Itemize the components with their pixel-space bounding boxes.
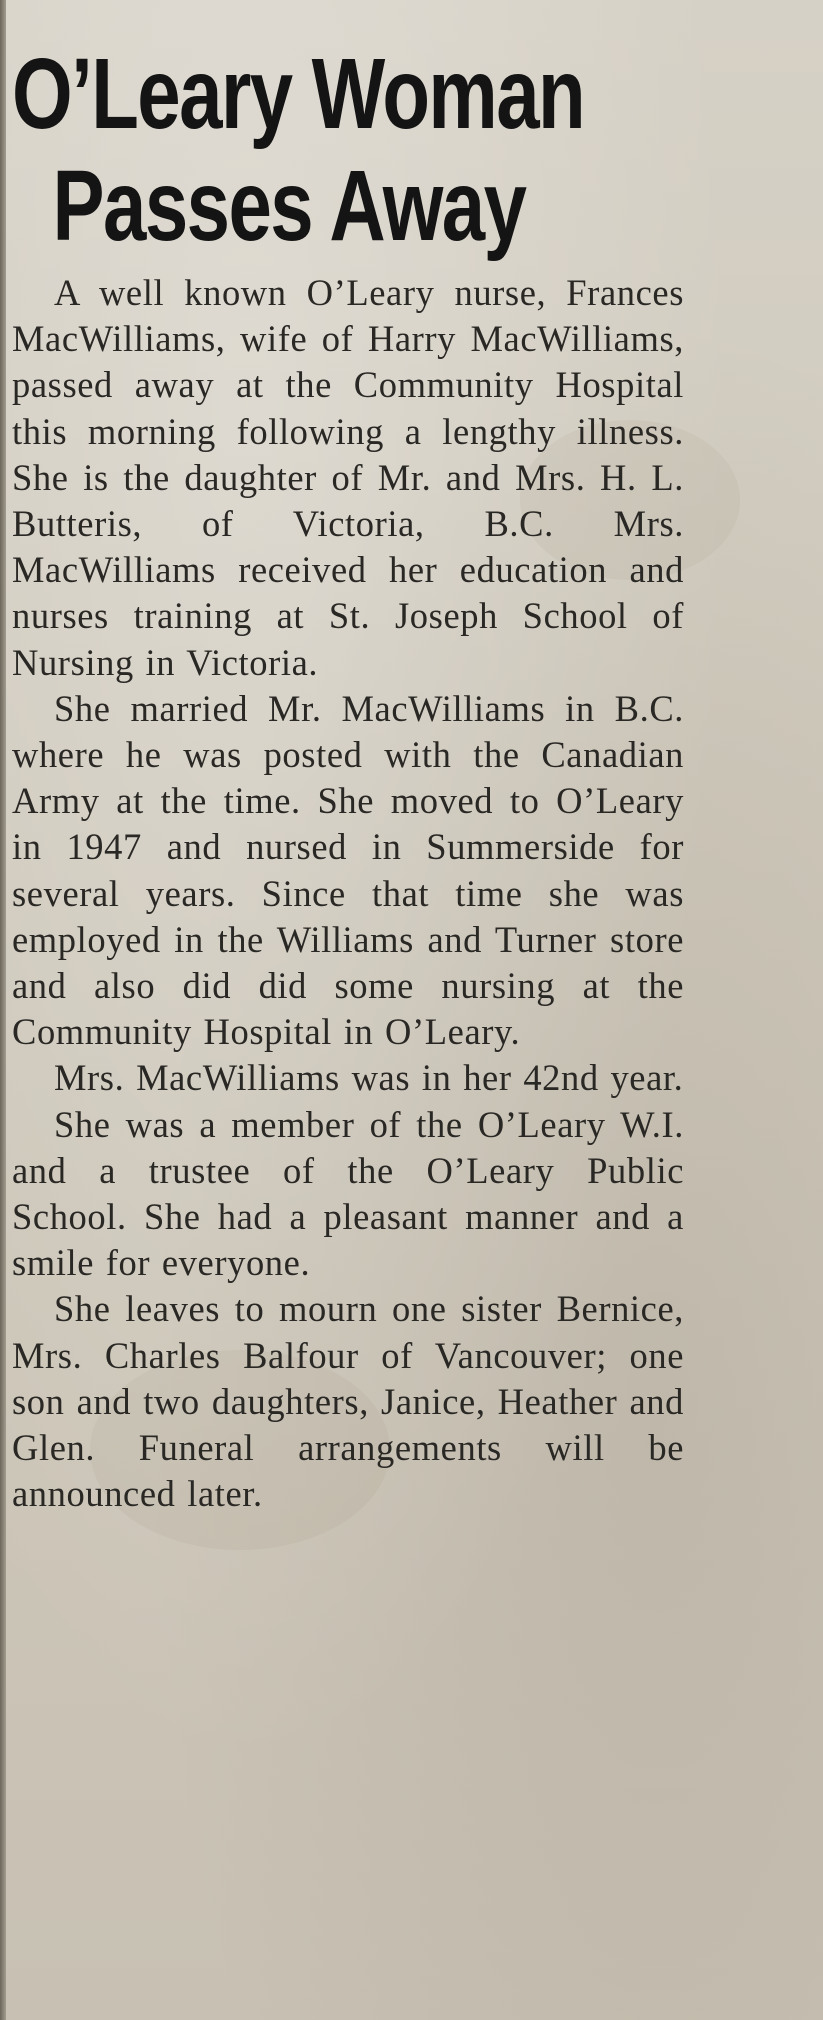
paragraph-4: She was a member of the O’Leary W.I. and a trustee of the O’Leary Public School. She had a pleasant manner and a smile for everyone. xyxy=(12,1103,684,1284)
headline-line-1: O’Leary Woman xyxy=(12,38,585,150)
paragraph-2: She married Mr. MacWilliams in B.C. where he was posted with the Canadian Army at the time. She moved to O’Leary in 1947 and nursed in Summerside for several years. Since that time she was employed in the Williams and Turner store and also did did some nursing at the Community Hospital in O’Leary. xyxy=(12,687,684,1053)
paragraph-1: A well known O’Leary nurse, Frances MacWilliams, wife of Harry MacWilliams, passed away at the Community Hospital this morning following a lengthy illness. She is the daughter of Mr. and Mrs. H. L. Butteris, of Victoria, B.C. Mrs. MacWilliams received her education and nurses training at St. Joseph School of Nursing in Victoria. xyxy=(12,272,684,683)
headline-line-2: Passes Away xyxy=(52,150,526,262)
paragraph-5: She leaves to mourn one sister Bernice, Mrs. Charles Balfour of Vancouver; one son and two daughters, Janice, Heather and Glen. Funeral arrangements will be announced later. xyxy=(12,1288,684,1515)
clipping-left-edge xyxy=(0,0,6,2020)
headline xyxy=(12,38,683,262)
obituary-article xyxy=(12,38,684,1517)
article-body xyxy=(12,270,684,1517)
paragraph-3: Mrs. MacWilliams was in her 42nd year. xyxy=(54,1057,684,1099)
